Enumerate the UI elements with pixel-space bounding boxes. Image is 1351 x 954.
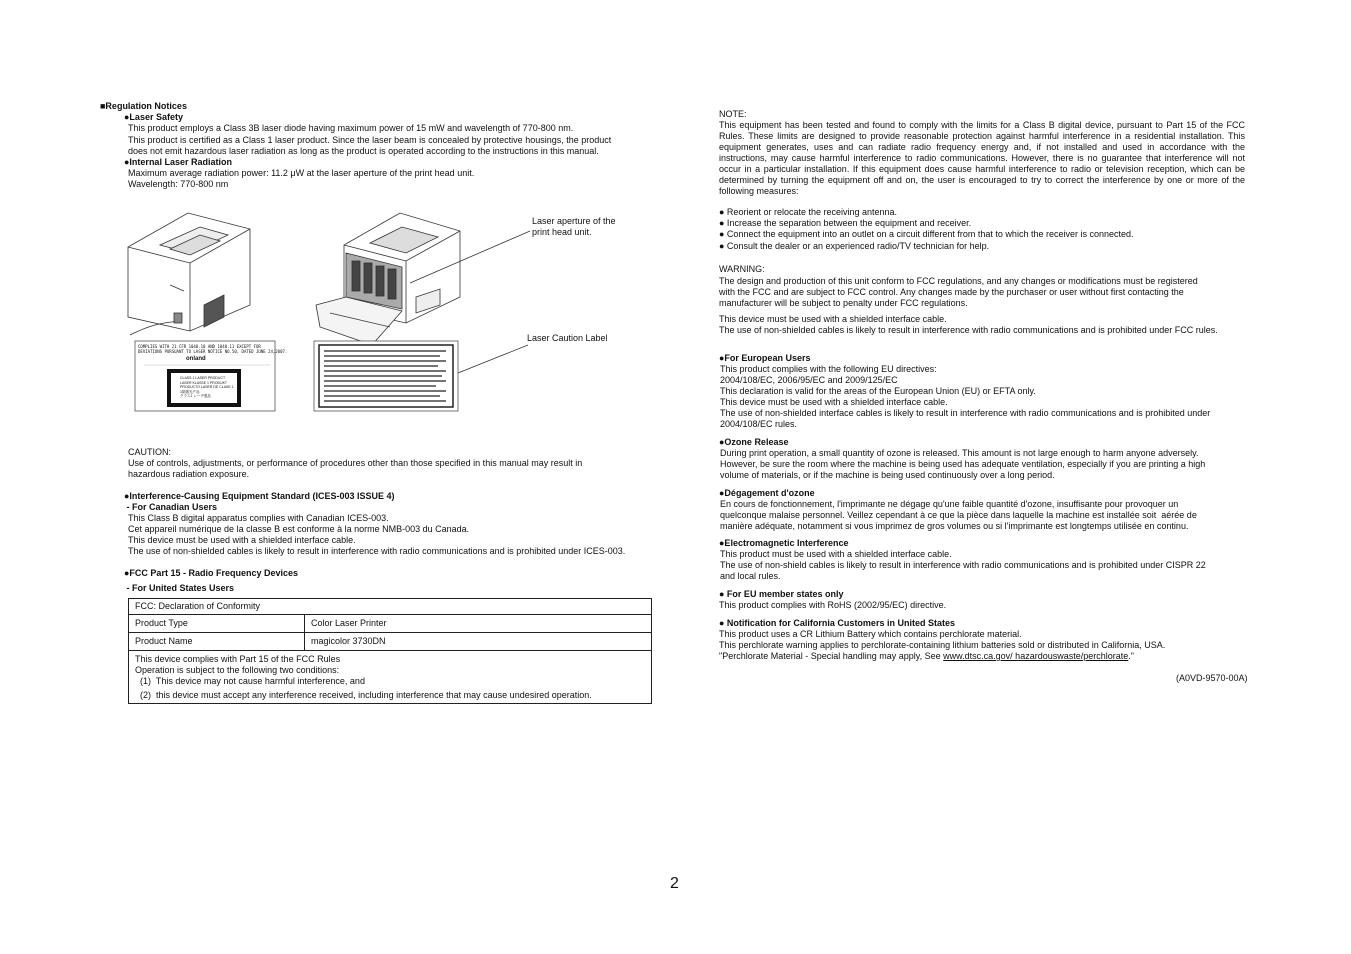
california-line-3: "Perchlorate Material - Special handling may apply, See www.dtsc.ca.gov/ hazardouswaste/perchlorate." [719, 651, 1134, 661]
ices-line-3: This device must be used with a shielded interface cable. [128, 535, 356, 545]
warning-heading: WARNING: [719, 264, 765, 274]
ices-heading: ●Interference-Causing Equipment Standard (ICES-003 ISSUE 4) [124, 491, 395, 501]
caution-line-2: hazardous radiation exposure. [128, 469, 250, 479]
degagement-line-2: quelconque malaise personnel. Veillez cependant à ce que la pièce dans laquelle la machine est installée soit aérée de [720, 510, 1197, 520]
emi-line-1: This product must be used with a shielded interface cable. [720, 549, 952, 559]
emi-line-3: and local rules. [720, 571, 781, 581]
table-row [129, 615, 652, 633]
ices-line-2: Cet appareil numérique de la classe B est conforme à la norme NMB-003 du Canada. [128, 524, 470, 534]
note-heading: NOTE: [719, 109, 747, 119]
european-heading: ●For European Users [719, 353, 811, 363]
ices-subheading: - For Canadian Users [124, 502, 218, 512]
warning-line-1: The design and production of this unit conform to FCC regulations, and any changes or modifications must be registered [719, 276, 1198, 286]
european-line-4: This device must be used with a shielded interface cable. [720, 397, 948, 407]
internal-laser-line-2: Wavelength: 770-800 nm [128, 179, 229, 189]
ices-line-4: The use of non-shielded cables is likely to result in interference with radio communications and is prohibited under ICES-003. [128, 546, 626, 556]
california-heading: ● Notification for California Customers in United States [719, 618, 955, 628]
european-line-6: 2004/108/EC rules. [720, 419, 798, 429]
warning-line-2: with the FCC and are subject to FCC control. Any changes made by the purchaser or user without first contacting the [719, 287, 1184, 297]
eu-member-line: This product complies with RoHS (2002/95/EC) directive. [719, 600, 947, 610]
european-line-2: 2004/108/EC, 2006/95/EC and 2009/125/EC [720, 375, 898, 385]
european-line-3: This declaration is valid for the areas of the European Union (EU) or EFTA only. [720, 386, 1036, 396]
degagement-heading: ●Dégagement d'ozone [719, 488, 815, 498]
warning-line-3: manufacturer will be subject to penalty under FCC regulations. [719, 298, 968, 308]
ozone-line-2: However, be sure the room where the machine is being used has adequate ventilation, especially if you are printing a high [720, 459, 1206, 469]
degagement-line-3: manière adéquate, notamment si vous imprimez de gros volumes ou si l'imprimante est longtemps utilisée en continu. [720, 521, 1189, 531]
fcc-table-title: FCC: Declaration of Conformity [129, 599, 652, 615]
aperture-callout-line-1: Laser aperture of the [532, 216, 616, 226]
measure-item-4: ● Consult the dealer or an experienced radio/TV technician for help. [719, 241, 990, 251]
aperture-callout-line-2: print head unit. [532, 227, 592, 237]
european-line-1: This product complies with the following EU directives: [720, 364, 937, 374]
product-name-label: Product Name [129, 633, 305, 651]
table-row [129, 633, 652, 651]
emi-line-2: The use of non-shield cables is likely to result in interference with radio communications and is prohibited under CISPR 22 [720, 560, 1206, 570]
ices-line-1: This Class B digital apparatus complies with Canadian ICES-003. [128, 513, 389, 523]
internal-laser-line-1: Maximum average radiation power: 11.2 μW at the laser aperture of the print head unit. [128, 168, 475, 178]
product-type-value: Color Laser Printer [305, 615, 652, 633]
ozone-line-1: During print operation, a small quantity of ozone is released. This amount is not large enough to harm anyone adversely. [720, 448, 1199, 458]
label1-compliance-text-2: DEVIATIONS PURSUANT TO LASER NOTICE NO.50, DATED JUNE 24,2007. [138, 349, 288, 354]
note-text: This equipment has been tested and found to comply with the limits for a Class B digital device, pursuant to Part 15 of the FCC Rules. These limits are designed to provide reasonable protection against harmful interference in a residential installation. This equipment generates, uses and can radiate radio frequency energy and, if not installed and used in accordance with the instructions, may cause harmful interference to radio communications. However, there is no guarantee that interference will not occur in a particular installation. If this equipment does cause harmful interference to radio or television reception, which can be determined by turning the equipment off and on, the user is encouraged to try to correct the interference by one or more of the following measures: [719, 120, 1245, 196]
european-line-5: The use of non-shielded interface cables is likely to result in interference with radio communications and is prohibited under [720, 408, 1211, 418]
ozone-line-3: volume of materials, or if the machine is being used continuously over a long period. [720, 470, 1055, 480]
label1-logo: onland [186, 356, 206, 362]
warning-shielded-cable: This device must be used with a shielded interface cable. [719, 314, 947, 324]
degagement-line-1: En cours de fonctionnement, l'imprimante ne dégage qu'une faible quantité d'ozone, insuffisante pour provoquer un [720, 499, 1179, 509]
fcc-conditions: This device complies with Part 15 of the FCC Rules Operation is subject to the following two conditions: (1) This device may not cause harmful interference, and (2) this device must accept any interference received, including interference that may cause undesired operation. [129, 651, 652, 704]
product-type-label: Product Type [129, 615, 305, 633]
perchlorate-link[interactable]: www.dtsc.ca.gov/ hazardouswaste/perchlorate [943, 651, 1129, 661]
section-title: ■Regulation Notices [100, 101, 187, 111]
page-number: 2 [670, 875, 679, 892]
fcc-subheading: - For United States Users [124, 583, 235, 593]
label1-compliance-text-1: COMPLIES WITH 21 CFR 1040.10 AND 1040.11 EXCEPT FOR [138, 344, 261, 349]
laser-safety-heading: ●Laser Safety [124, 112, 183, 122]
laser-safety-line-3: does not emit hazardous laser radiation as long as the product is operated according to the instructions in this manual. [128, 146, 599, 156]
printer-front-illustration [128, 213, 250, 335]
caution-heading: CAUTION: [128, 447, 172, 457]
printer-open-illustration [316, 213, 460, 345]
california-line-1: This product uses a CR Lithium Battery which contains perchlorate material. [719, 629, 1022, 639]
measure-item-2: ● Increase the separation between the equipment and receiver. [719, 218, 972, 228]
internal-laser-heading: ●Internal Laser Radiation [124, 157, 232, 167]
label1-class-box: CLASS 1 LASER PRODUCT LASER KLASSE 1 PRODUKT PRODUCTO LASER DE CLASE 1 1類激光产品 クラス1 レーザ製品 [180, 376, 234, 398]
caution-callout-line [458, 345, 528, 373]
laser-caution-label-illustration [314, 341, 458, 411]
eu-member-heading: ● For EU member states only [719, 589, 844, 599]
measure-item-1: ● Reorient or relocate the receiving antenna. [719, 207, 898, 217]
laser-safety-line-1: This product employs a Class 3B laser diode having maximum power of 15 mW and wavelength of 770-800 nm. [128, 123, 574, 133]
emi-heading: ●Electromagnetic Interference [719, 538, 849, 548]
laser-safety-line-2: This product is certified as a Class 1 laser product. Since the laser beam is concealed by protective housings, the product [128, 135, 612, 145]
caution-line-1: Use of controls, adjustments, or performance of procedures other than those specified in this manual may result in [128, 458, 583, 468]
fcc-declaration-table [128, 598, 652, 704]
ozone-heading: ●Ozone Release [719, 437, 789, 447]
fcc-heading: ●FCC Part 15 - Radio Frequency Devices [124, 568, 298, 578]
warning-non-shielded: The use of non-shielded cables is likely to result in interference with radio communications and is prohibited under FCC rules. [719, 325, 1218, 335]
product-name-value: magicolor 3730DN [305, 633, 652, 651]
document-code: (A0VD-9570-00A) [1176, 673, 1248, 683]
caution-label-callout: Laser Caution Label [527, 333, 608, 343]
california-line-2: This perchlorate warning applies to perchlorate-containing lithium batteries sold or distributed in California, USA. [719, 640, 1166, 650]
measure-item-3: ● Connect the equipment into an outlet on a circuit different from that to which the receiver is connected. [719, 229, 1134, 239]
